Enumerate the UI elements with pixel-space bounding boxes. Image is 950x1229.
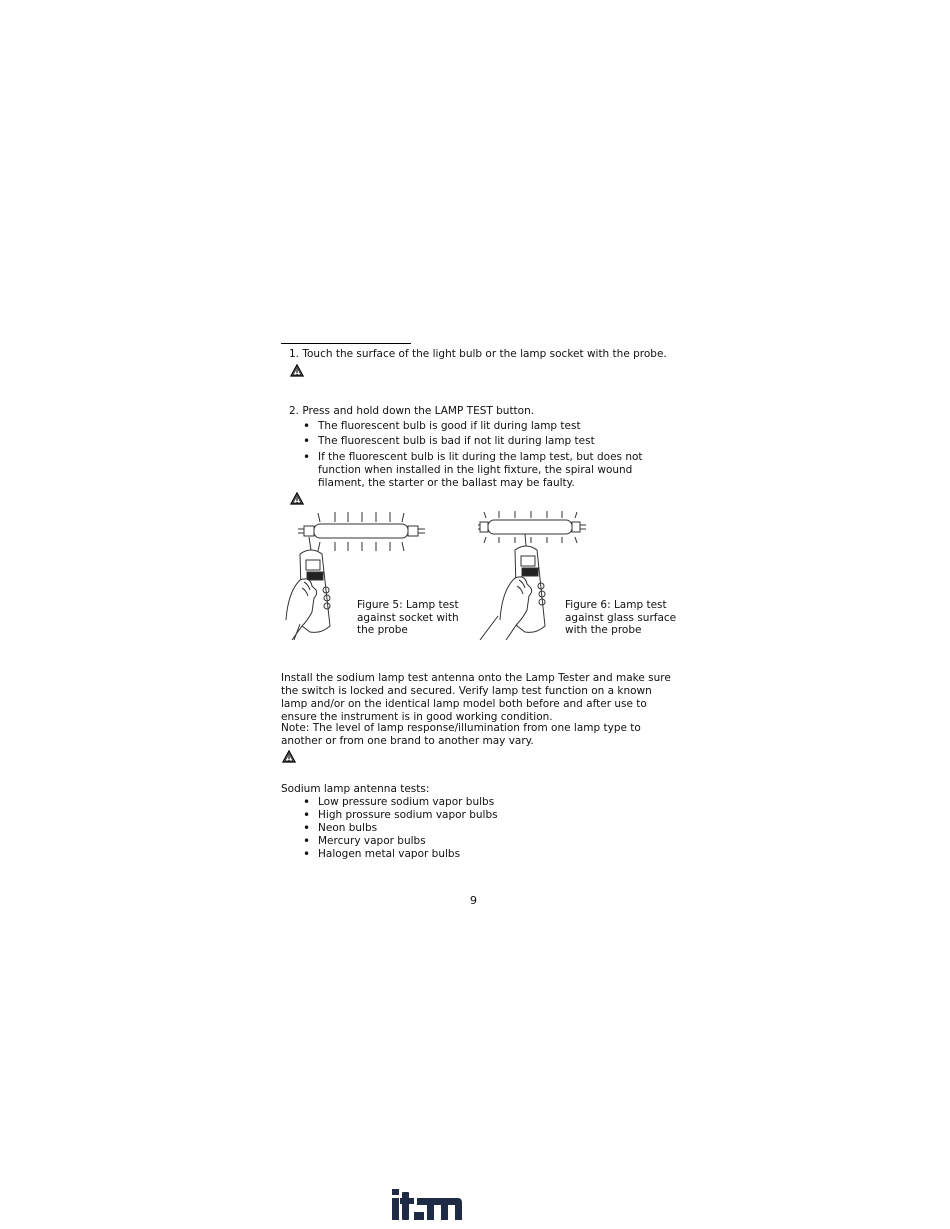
figure-6-caption xyxy=(565,599,676,637)
list-item: • If the fluorescent bulb is lit during the lamp test, but does not function when installed in the light fixture, the spiral wound filament, the starter or the ballast may be faulty. xyxy=(291,451,648,490)
caption-line: against glass surface xyxy=(565,611,677,624)
step-2-text: 2. Press and hold down the LAMP TEST button. xyxy=(289,405,535,417)
warning-icon xyxy=(282,750,296,763)
list-item: • The fluorescent bulb is good if lit during lamp test xyxy=(291,420,651,433)
itm-logo xyxy=(390,1186,464,1222)
step-2-bullets xyxy=(291,420,651,490)
list-item: • Low pressure sodium vapor bulbs xyxy=(291,796,611,809)
step-1-text: 1. Touch the surface of the light bulb or the lamp socket with the probe. xyxy=(289,348,667,360)
section-rule xyxy=(281,343,411,344)
sodium-install-paragraph: Install the sodium lamp test antenna onto the Lamp Tester and make sure the switch is locked and secured. Verify lamp test function on a known lamp and/or on the identical lamp model both before and after use to ensure the instrument is in good working condition. xyxy=(281,672,671,723)
list-item: • High prossure sodium vapor bulbs xyxy=(291,809,611,822)
figure-5-caption xyxy=(357,599,459,637)
warning-icon xyxy=(290,364,304,377)
list-item: • Neon bulbs xyxy=(291,822,611,835)
caption-line: Figure 6: Lamp test xyxy=(565,599,667,611)
caption-line: with the probe xyxy=(565,624,642,636)
caption-line: Figure 5: Lamp test xyxy=(357,599,459,611)
list-item: • Halogen metal vapor bulbs xyxy=(291,848,611,861)
caption-line: the probe xyxy=(357,624,408,636)
sodium-note: Note: The level of lamp response/illumination from one lamp type to another or from one brand to another may vary. xyxy=(281,722,641,747)
warning-icon xyxy=(290,492,304,505)
sodium-tests-label: Sodium lamp antenna tests: xyxy=(281,783,430,795)
sodium-tests-list xyxy=(291,796,611,861)
caption-line: against socket with xyxy=(357,611,459,624)
page-number: 9 xyxy=(470,894,477,907)
list-item: • Mercury vapor bulbs xyxy=(291,835,611,848)
list-item: • The fluorescent bulb is bad if not lit during lamp test xyxy=(291,435,651,448)
